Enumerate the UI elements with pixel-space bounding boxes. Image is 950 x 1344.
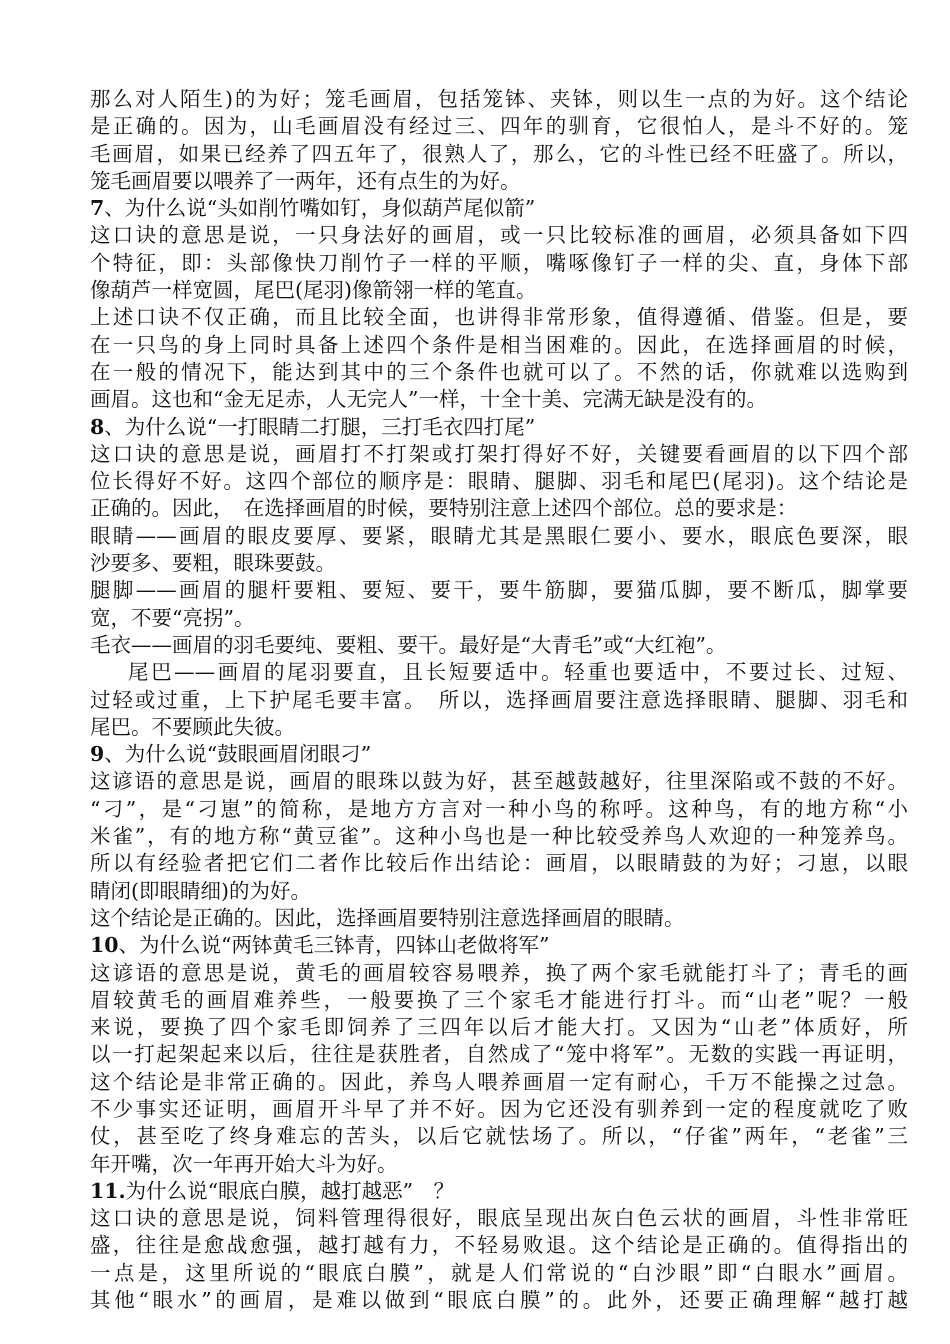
- section-heading: [90, 195, 908, 222]
- text-line: 这口诀的意思是说，饲料管理得很好，眼底呈现出灰白色云状的画眉，斗性非常旺: [90, 1206, 908, 1231]
- text-line: 这个结论是正确的。因此，选择画眉要特别注意选择画眉的眼睛。: [90, 905, 685, 930]
- text-line: 是正确的。因为，山毛画眉没有经过三、四年的驯育，它很怕人，是斗不好的。笼: [90, 114, 908, 139]
- text-line: 来说，要换了四个家毛即饲养了三四年以后才能大打。又因为“山老”体质好，所: [90, 1015, 908, 1040]
- text-line: 像葫芦一样宽圆，尾巴(尾羽)像箭翎一样的笔直。: [90, 278, 537, 303]
- text-line: 尾巴——画眉的尾羽要直，且长短要适中。轻重也要适中，不要过长、过短、: [128, 660, 908, 685]
- section-heading: [90, 741, 908, 768]
- text-line: 眉较黄毛的画眉难养些，一般要换了三个家毛才能进行打斗。而“山老”呢？一般: [90, 987, 908, 1012]
- section-title: 、为什么说“鼓眼画眉闭眼刁”: [104, 742, 372, 767]
- text-line: 一点是，这里所说的“眼底白膜”，就是人们常说的“白沙眼”即“白眼水”画眉。: [90, 1260, 908, 1285]
- paragraph: [90, 659, 908, 741]
- paragraph: [90, 768, 908, 904]
- section-number: 7: [90, 196, 105, 221]
- paragraph: [90, 577, 908, 632]
- paragraph: [90, 441, 908, 523]
- text-line: 年开嘴，次一年再开始大斗为好。: [90, 1151, 398, 1176]
- text-line: 以一打起架起来以后，往往是获胜者，自然成了“笼中将军”。无数的实践一再证明，: [90, 1042, 908, 1067]
- text-line: 笼毛画眉要以喂养了一两年，还有点生的为好。: [90, 168, 521, 193]
- section-number: 10: [90, 933, 119, 958]
- section-number: 11.: [90, 1178, 126, 1203]
- text-line: 米雀”，有的地方称“黄豆雀”。这种小鸟也是一种比较受养鸟人欢迎的一种笼养鸟。: [90, 824, 908, 849]
- text-line: 上述口诀不仅正确，而且比较全面，也讲得非常形象，值得遵循、借鉴。但是，要: [90, 305, 908, 330]
- paragraph: [90, 1205, 908, 1314]
- text-line: 所以有经验者把它们二者作比较后作出结论：画眉，以眼睛鼓的为好；刁崽，以眼: [90, 851, 908, 876]
- text-line: 位长得好不好。这四个部位的顺序是：眼睛、腿脚、羽毛和尾巴(尾羽)。这个结论是: [90, 469, 908, 494]
- text-line: 个特征，即：头部像快刀削竹子一样的平顺，嘴啄像钉子一样的尖、直，身体下部: [90, 250, 908, 275]
- text-line: 这口诀的意思是说，一只身法好的画眉，或一只比较标准的画眉，必须具备如下四: [90, 223, 908, 248]
- paragraph: [90, 222, 908, 304]
- paragraph: [90, 86, 908, 195]
- section-number: 9: [90, 742, 105, 767]
- text-line: 宽，不要“亮拐”。: [90, 605, 255, 630]
- section-title: 、为什么说“一打眼睛二打腿，三打毛衣四打尾”: [104, 414, 536, 439]
- text-line: 这谚语的意思是说，黄毛的画眉较容易喂养，换了两个家毛就能打斗了；青毛的画: [90, 960, 908, 985]
- text-line: 腿脚——画眉的腿杆要粗、要短、要干，要牛筋脚，要猫瓜脚，要不断瓜，脚掌要: [90, 578, 908, 603]
- text-line: 画眉。这也和“金无足赤，人无完人”一样，十全十美、完满无缺是没有的。: [90, 387, 767, 412]
- section-title: 、为什么说“两钵黄毛三钵青，四钵山老做将军”: [118, 933, 550, 958]
- section-heading: [90, 932, 908, 959]
- text-line: 过轻或过重，上下护尾毛要丰富。 所以，选择画眉要注意选择眼睛、腿脚、羽毛和: [90, 687, 908, 712]
- text-line: 沙要多、要粗，眼珠要鼓。: [90, 551, 336, 576]
- text-line: 尾巴。不要顾此失彼。: [90, 714, 295, 739]
- section-number: 8: [90, 414, 105, 439]
- text-line: 这谚语的意思是说，画眉的眼珠以鼓为好，甚至越鼓越好，往里深陷或不鼓的不好。: [90, 769, 908, 794]
- paragraph: [90, 960, 908, 1178]
- section-heading: [90, 1178, 908, 1205]
- document-page: [90, 86, 908, 1314]
- text-line: 在一般的情况下，能达到其中的三个条件也就可以了。不然的话，你就难以选购到: [90, 359, 908, 384]
- paragraph: [90, 523, 908, 578]
- text-line: 毛画眉，如果已经养了四五年了，很熟人了，那么，它的斗性已经不旺盛了。所以，: [90, 141, 908, 166]
- text-line: 眼睛——画眉的眼皮要厚、要紧，眼睛尤其是黑眼仁要小、要水，眼底色要深，眼: [90, 523, 908, 548]
- text-line: 不少事实还证明，画眉开斗早了并不好。因为它还没有驯养到一定的程度就吃了败: [90, 1096, 908, 1121]
- text-line: 正确的。因此， 在选择画眉的时候，要特别注意上述四个部位。总的要求是：: [90, 496, 798, 521]
- text-line: 仗，甚至吃了终身难忘的苦头，以后它就怯场了。所以，“仔雀”两年，“老雀”三: [90, 1124, 908, 1149]
- text-line: 这个结论是非常正确的。因此，养鸟人喂养画眉一定有耐心，千万不能操之过急。: [90, 1069, 908, 1094]
- paragraph: [90, 304, 908, 413]
- text-line: 睛闭(即眼睛细)的为好。: [90, 878, 311, 903]
- section-heading: [90, 414, 908, 441]
- text-line: 那么对人陌生)的为好；笼毛画眉，包括笼钵、夹钵，则以生一点的为好。这个结论: [90, 87, 908, 111]
- section-title: 、为什么说“头如削竹嘴如钉，身似葫芦尾似箭”: [104, 196, 536, 221]
- text-line: 这口诀的意思是说，画眉打不打架或打架打得好不好，关键要看画眉的以下四个部: [90, 441, 908, 466]
- text-line: 其他“眼水”的画眉，是难以做到“眼底白膜”的。此外，还要正确理解“越打越: [90, 1288, 908, 1313]
- text-line: 毛衣——画眉的羽毛要纯、要粗、要干。最好是“大青毛”或“大红袍”。: [90, 632, 727, 657]
- paragraph: [90, 632, 908, 659]
- section-title: 为什么说“眼底白膜，越打越恶” ？: [125, 1178, 455, 1203]
- text-line: “刁”，是“刁崽”的简称，是地方方言对一种小鸟的称呼。这种鸟，有的地方称“小: [90, 796, 908, 821]
- paragraph: [90, 905, 908, 932]
- text-line: 盛，往往是愈战愈强，越打越有力，不轻易败退。这个结论是正确的。值得指出的: [90, 1233, 908, 1258]
- text-line: 在一只鸟的身上同时具备上述四个条件是相当困难的。因此，在选择画眉的时候，: [90, 332, 908, 357]
